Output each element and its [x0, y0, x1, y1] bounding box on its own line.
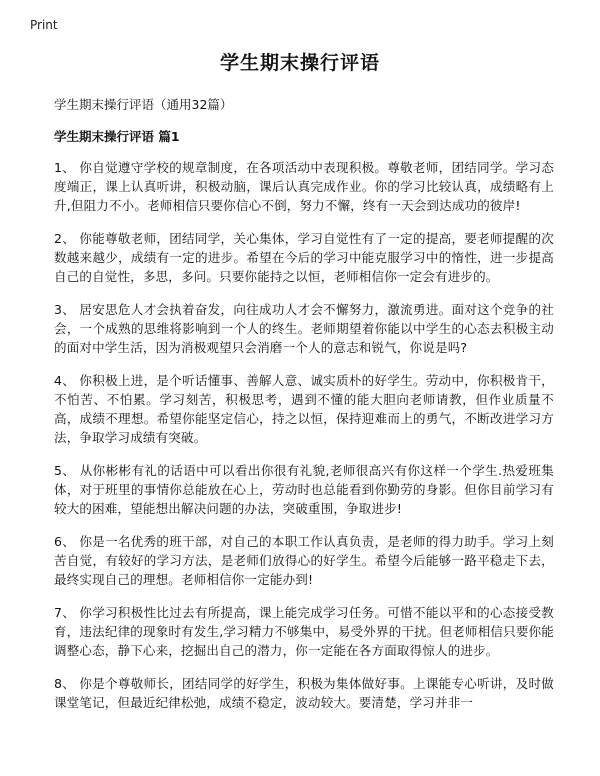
comment-paragraph-2: 2、 你能尊敬老师，团结同学，关心集体，学习自觉性有了一定的提高，要老师提醒的次数越来越少，成绩有一定的进步。希望在今后的学习中能克服学习中的惰性，进一步提高自己的自觉性，多思，多问。只要你能持之以恒，老师相信你一定会有进步的。: [54, 231, 554, 284]
comment-paragraph-3: 3、 居安思危人才会执着奋发，向往成功人才会不懈努力，激流勇进。面对这个竞争的社会，一个成熟的思维将影响到一个人的终生。老师期望着你能以中学生的心态去积极主动的面对中学生活，因为消极观望只会消磨一个人的意志和锐气，你说是吗?: [54, 302, 554, 355]
section-heading: 学生期末操行评语 篇1: [54, 129, 180, 144]
comment-paragraph-8: 8、 你是个尊敬师长，团结同学的好学生，积极为集体做好事。上课能专心听讲，及时做课堂笔记，但最近纪律松弛，成绩不稳定，波动较大。要清楚，学习并非一: [54, 676, 554, 710]
comment-paragraph-1: 1、 你自觉遵守学校的规章制度，在各项活动中表现积极。尊敬老师，团结同学。学习态度端正，课上认真听讲，积极动脑，课后认真完成作业。你的学习比较认真，成绩略有上升,但阻力不小。老师相信只要你信心不倒，努力不懈，终有一天会到达成功的彼岸!: [54, 160, 554, 213]
comment-paragraph-4: 4、 你积极上进，是个听话懂事、善解人意、诚实质朴的好学生。劳动中，你积极肯干，不怕苦、不怕累。学习刻苦，积极思考，遇到不懂的能大胆向老师请教，但作业质量不高，成绩不理想。希望你能坚定信心，持之以恒，保持迎难而上的勇气，不断改进学习方法，争取学习成绩有突破。: [54, 373, 554, 445]
comment-paragraph-7: 7、 你学习积极性比过去有所提高，课上能完成学习任务。可惜不能以平和的心态接受教育，违法纪律的现象时有发生,学习精力不够集中，易受外界的干扰。但老师相信只要你能调整心态，静下心来，挖掘出自己的潜力，你一定能在各方面取得惊人的进步。: [54, 605, 554, 658]
document-body: [54, 96, 554, 726]
page-title: 学生期末操行评语: [219, 52, 380, 74]
comment-paragraph-6: 6、 你是一名优秀的班干部，对自己的本职工作认真负责，是老师的得力助手。学习上刻苦自觉，有较好的学习方法，是老师们放得心的好学生。希望今后能够一路平稳走下去，最终实现自己的理想。老师相信你一定能办到!: [54, 534, 554, 587]
document-subtitle: 学生期末操行评语（通用32篇）: [54, 97, 233, 112]
comment-paragraph-5: 5、 从你彬彬有礼的话语中可以看出你很有礼貌,老师很高兴有你这样一个学生.热爱班集体，对于班里的事情你总能放在心上，劳动时也总能看到你勤劳的身影。但你目前学习有较大的困难，望能想出解决问题的办法，突破重围，争取进步!: [54, 463, 554, 516]
print-link[interactable]: Print: [30, 18, 58, 32]
